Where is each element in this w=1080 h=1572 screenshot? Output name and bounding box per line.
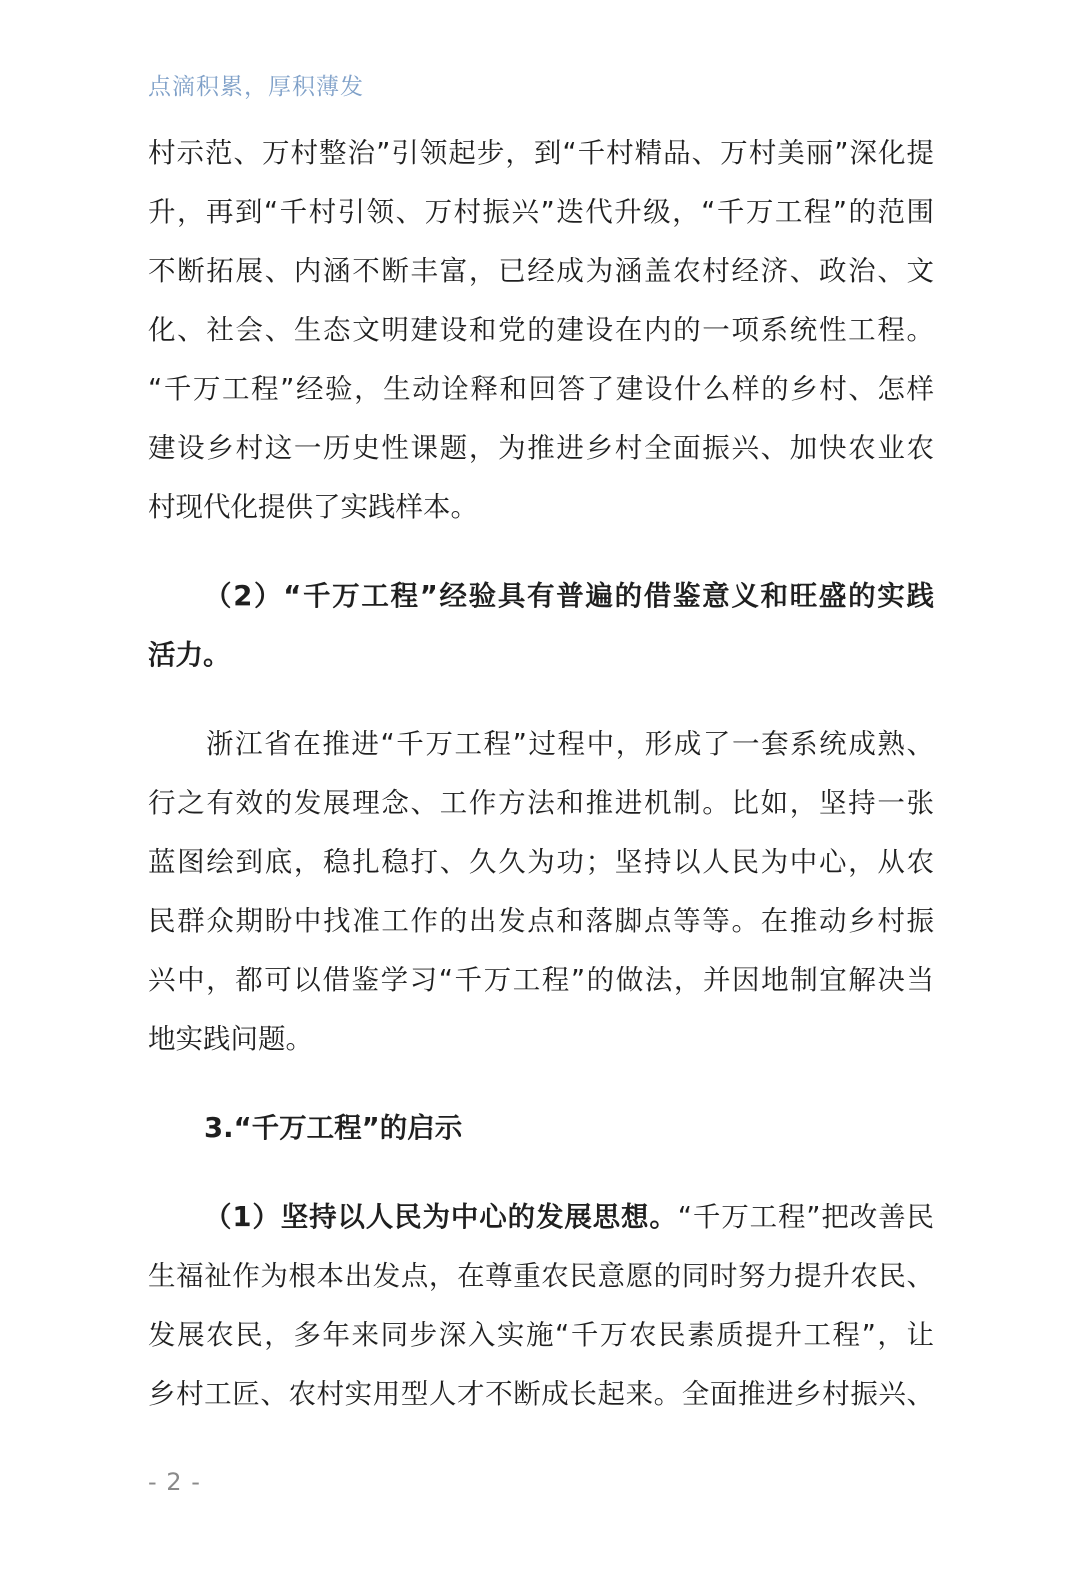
text-line: 升，再到“千村引领、万村振兴”迭代升级，“千万工程”的范围 bbox=[148, 196, 934, 228]
section-heading-3: 3.“千万工程”的启示 bbox=[204, 1112, 463, 1144]
text-line: 建设乡村这一历史性课题，为推进乡村全面振兴、加快农业农 bbox=[148, 432, 934, 464]
text-line: 兴中，都可以借鉴学习“千万工程”的做法，并因地制宜解决当 bbox=[148, 964, 934, 996]
text-line: 发展农民，多年来同步深入实施“千万农民素质提升工程”，让 bbox=[148, 1319, 934, 1351]
page-header: 点滴积累，厚积薄发 bbox=[148, 74, 364, 100]
text-run: “千万工程”把改善民 bbox=[677, 1201, 934, 1233]
text-line: 浙江省在推进“千万工程”过程中，形成了一套系统成熟、 bbox=[206, 728, 934, 760]
text-line: 生福祉作为根本出发点，在尊重农民意愿的同时努力提升农民、 bbox=[148, 1260, 934, 1292]
section-heading-2 bbox=[148, 567, 934, 685]
text-line bbox=[148, 1188, 934, 1247]
text-line: 民群众期盼中找准工作的出发点和落脚点等等。在推动乡村振 bbox=[148, 905, 934, 937]
text-line: 不断拓展、内涵不断丰富，已经成为涵盖农村经济、政治、文 bbox=[148, 255, 934, 287]
heading-line: （2）“千万工程”经验具有普遍的借鉴意义和旺盛的实践 bbox=[204, 580, 934, 612]
heading-line: 活力。 bbox=[148, 639, 231, 671]
text-line: 蓝图绘到底，稳扎稳打、久久为功；坚持以人民为中心，从农 bbox=[148, 846, 934, 878]
text-line: 村示范、万村整治”引领起步，到“千村精品、万村美丽”深化提 bbox=[148, 137, 934, 169]
paragraph-2 bbox=[148, 715, 934, 1069]
text-line: “千万工程”经验，生动诠释和回答了建设什么样的乡村、怎样 bbox=[148, 373, 934, 405]
page-number: - 2 - bbox=[148, 1468, 201, 1496]
text-line: 村现代化提供了实践样本。 bbox=[148, 491, 478, 523]
text-line: 乡村工匠、农村实用型人才不断成长起来。全面推进乡村振兴、 bbox=[148, 1378, 934, 1410]
paragraph-1 bbox=[148, 124, 934, 537]
document-body bbox=[148, 124, 934, 1424]
text-line: 行之有效的发展理念、工作方法和推进机制。比如，坚持一张 bbox=[148, 787, 934, 819]
paragraph-3 bbox=[148, 1188, 934, 1424]
bold-lead: （1）坚持以人民为中心的发展思想。 bbox=[204, 1201, 678, 1233]
text-line: 化、社会、生态文明建设和党的建设在内的一项系统性工程。 bbox=[148, 314, 934, 346]
text-line: 地实践问题。 bbox=[148, 1023, 313, 1055]
